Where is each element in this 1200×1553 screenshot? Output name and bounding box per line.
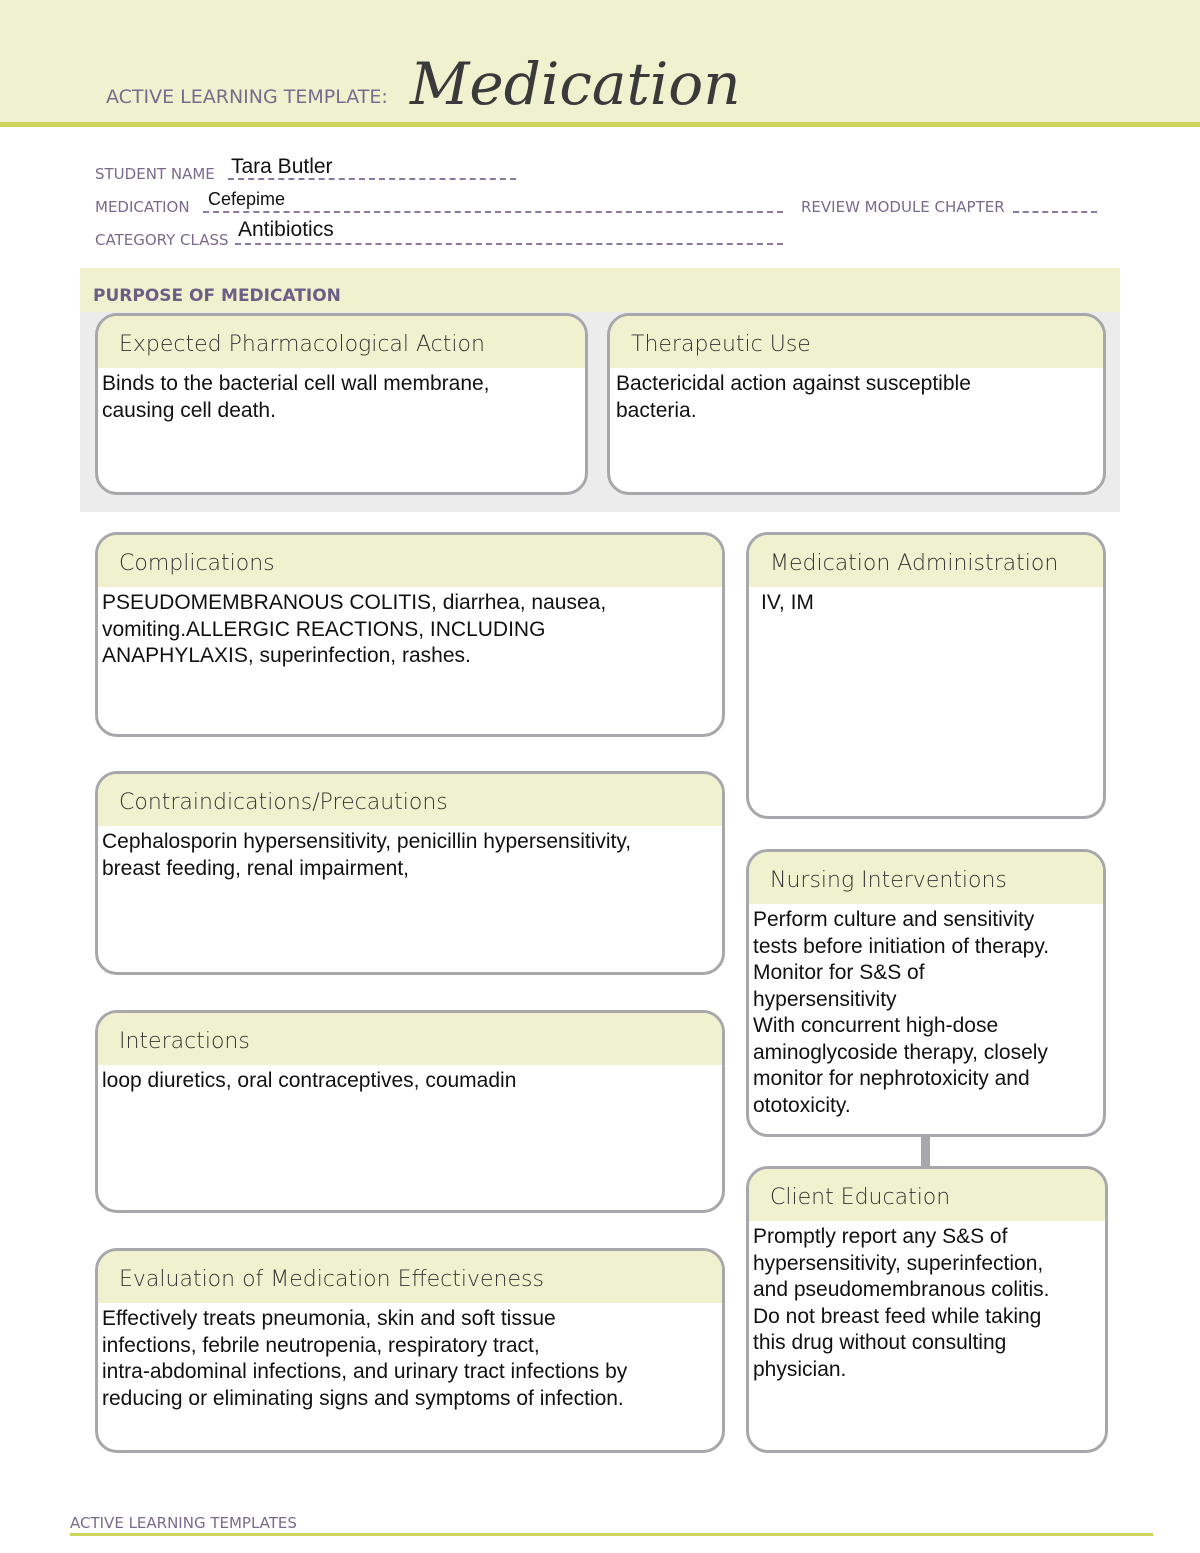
box-title: Medication Administration (749, 535, 1103, 587)
box-body[interactable]: Perform culture and sensitivity tests before initiation of therapy. Monitor for S&S of hypersensitivity With concurrent high-dose aminoglycoside therapy, closely monitor for nephrotoxicity and ototoxicity. (753, 908, 1050, 1117)
student-name-field[interactable]: Tara Butler (231, 155, 333, 178)
page-title: Medication (410, 50, 741, 118)
medication-label: MEDICATION (95, 198, 190, 216)
box-body[interactable]: PSEUDOMEMBRANOUS COLITIS, diarrhea, nausea, vomiting.ALLERGIC REACTIONS, INCLUDING ANAPHYLAXIS, superinfection, rashes. (102, 591, 607, 667)
purpose-title: PURPOSE OF MEDICATION (93, 286, 341, 306)
connector (921, 1136, 930, 1167)
medication-line (203, 211, 783, 213)
footer-label: ACTIVE LEARNING TEMPLATES (70, 1514, 297, 1532)
client-education-box (746, 1166, 1108, 1453)
box-body[interactable]: IV, IM (761, 591, 814, 614)
interactions-box (95, 1010, 725, 1213)
contraindications-box (95, 771, 725, 975)
box-body[interactable]: Cephalosporin hypersensitivity, penicillin hypersensitivity, breast feeding, renal impairment, (102, 830, 632, 880)
box-body[interactable]: loop diuretics, oral contraceptives, coumadin (102, 1069, 517, 1092)
box-body[interactable]: Effectively treats pneumonia, skin and soft tissue infections, febrile neutropenia, respiratory tract, intra-abdominal infections, and urinary tract infections by reducing or eliminating signs and symptoms of infection. (102, 1307, 628, 1410)
template-label: ACTIVE LEARNING TEMPLATE: (106, 86, 388, 108)
evaluation-box (95, 1248, 725, 1453)
review-module-line (1013, 211, 1097, 213)
box-title: Expected Pharmacological Action (98, 316, 585, 368)
header-divider (0, 122, 1200, 127)
box-title: Evaluation of Medication Effectiveness (98, 1251, 722, 1303)
category-class-line (235, 243, 783, 245)
complications-box (95, 532, 725, 737)
administration-box (746, 532, 1106, 819)
student-name-label: STUDENT NAME (95, 165, 215, 183)
medication-field[interactable]: Cefepime (208, 189, 286, 209)
box-body[interactable]: Promptly report any S&S of hypersensitivity, superinfection, and pseudomembranous colitis. Do not breast feed while taking this drug without consulting physician. (753, 1225, 1050, 1381)
box-title: Contraindications/Precautions (98, 774, 722, 826)
box-title: Interactions (98, 1013, 722, 1065)
category-class-label: CATEGORY CLASS (95, 231, 229, 249)
therapeutic-use-box (607, 313, 1106, 495)
box-title: Complications (98, 535, 722, 587)
category-class-field[interactable]: Antibiotics (238, 218, 334, 241)
nursing-interventions-box (746, 849, 1106, 1137)
review-module-label: REVIEW MODULE CHAPTER (801, 198, 1005, 216)
box-body[interactable]: Bactericidal action against susceptible bacteria. (616, 372, 971, 422)
box-title: Client Education (749, 1169, 1105, 1221)
expected-action-box (95, 313, 588, 495)
footer-divider (70, 1533, 1153, 1536)
box-body[interactable]: Binds to the bacterial cell wall membrane, causing cell death. (102, 372, 490, 422)
box-title: Therapeutic Use (610, 316, 1103, 368)
box-title: Nursing Interventions (749, 852, 1103, 904)
